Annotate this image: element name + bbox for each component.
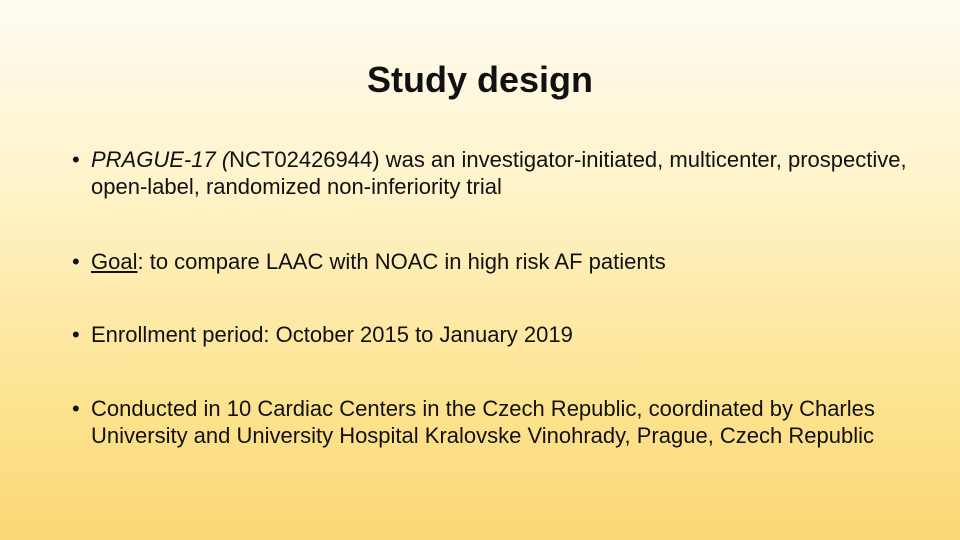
goal-label: Goal xyxy=(91,249,138,274)
bullet-enrollment-period xyxy=(72,321,911,348)
bullet-centers xyxy=(72,395,911,449)
bullet-goal xyxy=(72,248,911,275)
bullet-dot: • xyxy=(72,396,80,421)
trial-description-text: NCT02426944) was an investigator-initiated, multicenter, prospective, open-label, randomized non-inferiority trial xyxy=(91,147,907,199)
bullet-dot: • xyxy=(72,147,80,172)
trial-name-italic: PRAGUE-17 ( xyxy=(91,147,230,172)
bullet-dot: • xyxy=(72,322,80,347)
goal-text: : to compare LAAC with NOAC in high risk AF patients xyxy=(137,249,666,274)
bullet-dot: • xyxy=(72,249,80,274)
bullet-trial-description xyxy=(72,146,911,200)
centers-text: Conducted in 10 Cardiac Centers in the Czech Republic, coordinated by Charles University and University Hospital Kralovske Vinohrady, Prague, Czech Republic xyxy=(91,396,875,448)
enrollment-period-text: Enrollment period: October 2015 to January 2019 xyxy=(91,322,573,347)
slide-title: Study design xyxy=(366,59,594,100)
